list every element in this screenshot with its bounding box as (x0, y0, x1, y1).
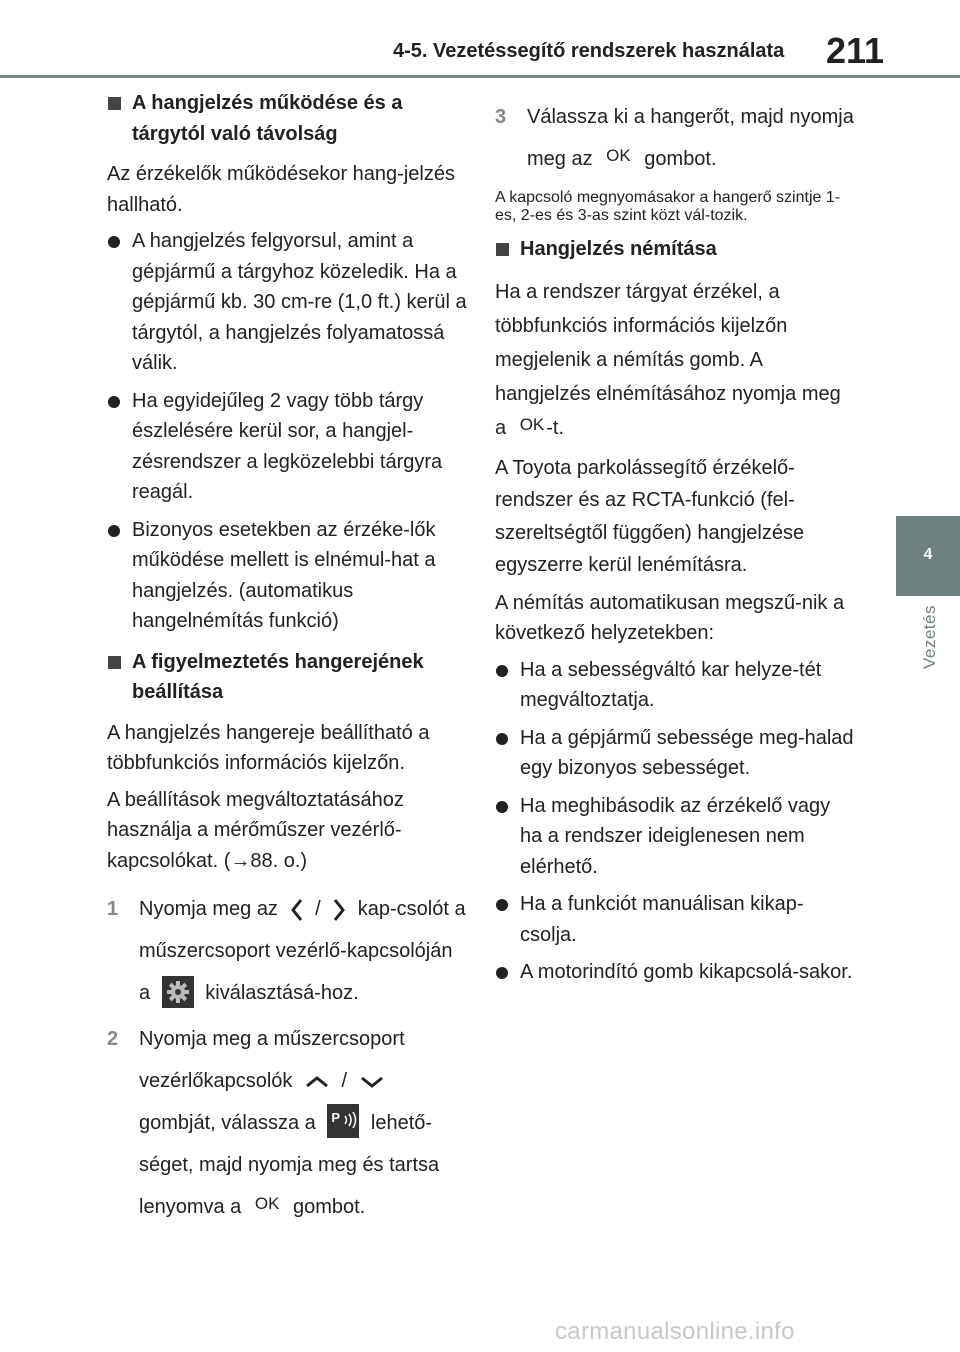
step-text: lehető-séget, majd nyomja meg és tartsa lenyomva a (139, 1112, 440, 1218)
chevron-right-icon (332, 897, 346, 923)
bullet-text: Ha a gépjármű sebessége meg-halad egy bizonyos sebességet. (520, 726, 854, 779)
right-column (495, 96, 855, 995)
heading-text: Hangjelzés némítása (520, 238, 717, 260)
step-1 (107, 888, 467, 1014)
paragraph: A Toyota parkolássegítő érzékelő-rendszer és az RCTA-funkció (fel-szereltségtől függően) hangjelzése egyszerre kerül lenémításra. (495, 456, 805, 576)
bullet-dot-icon (108, 525, 120, 537)
chevron-down-icon (359, 1075, 385, 1089)
chapter-label: Vezetés (920, 605, 939, 669)
step-number: 2 (107, 1028, 119, 1050)
bullet-dot-icon (496, 967, 508, 979)
bullet-dot-icon (496, 733, 508, 745)
paragraph: A beállítások megváltoztatásához használja a mérőműszer vezérlő-kapcsolókat. (→88. o.) (107, 788, 404, 872)
ok-button-icon: OK (606, 146, 631, 165)
bullet-dot-icon (496, 899, 508, 911)
watermark: carmanualsonline.info (555, 1318, 795, 1345)
step-3 (495, 96, 855, 181)
paragraph-text: -t. (546, 416, 565, 439)
step-number: 1 (107, 898, 119, 920)
slash-text: / (315, 898, 321, 920)
parking-sensor-icon-text: P (331, 1109, 340, 1125)
paragraph (495, 275, 855, 446)
step-text: gombot. (292, 1196, 366, 1218)
header-divider (0, 75, 960, 78)
bullet-dot-icon (496, 665, 508, 677)
ok-button-icon: OK (254, 1194, 280, 1213)
step-text: kiválasztásá-hoz. (205, 982, 359, 1004)
step-text: gombját, válassza a (139, 1112, 316, 1134)
section-heading (107, 647, 467, 708)
bullet-item (107, 386, 467, 508)
bullet-item (495, 723, 855, 784)
chapter-number: 4 (923, 546, 933, 563)
square-bullet-icon (108, 97, 121, 110)
slash-text: / (341, 1070, 348, 1092)
paragraph: A hangjelzés hangereje beállítható a többfunkciós információs kijelzőn. (107, 721, 430, 774)
bullet-item (107, 226, 467, 379)
section-heading (107, 88, 467, 149)
paragraph-text: Ha a rendszer tárgyat érzékel, a többfunkciós információs kijelzőn megjelenik a némítás gomb. A hangjelzés elnémításához nyomja meg a (495, 280, 841, 439)
square-bullet-icon (496, 243, 509, 256)
step-text: Nyomja meg a műszercsoport vezérlőkapcsolók (139, 1028, 405, 1092)
bullet-dot-icon (496, 801, 508, 813)
left-column (107, 88, 467, 1233)
chevron-left-icon (290, 897, 304, 923)
bullet-item (495, 655, 855, 716)
heading-text: A hangjelzés működése és a tárgytól való távolság (132, 92, 403, 145)
paragraph: Az érzékelők működésekor hang-jelzés hallható. (107, 163, 455, 216)
step-text: gombot. (644, 148, 717, 170)
bullet-text: A hangjelzés felgyorsul, amint a gépjármű a tárgyhoz közeledik. Ha a gépjármű kb. 30 cm-re (1,0 ft.) kerül a tárgytól, a hangjelzés folyamatossá válik. (132, 230, 467, 374)
step-number: 3 (495, 106, 507, 128)
chevron-up-icon (304, 1075, 330, 1089)
bullet-dot-icon (108, 396, 120, 408)
bullet-text: Bizonyos esetekben az érzéke-lők működése mellett is elnémul-hat a hangjelzés. (automatikus hangelnémítás funkció) (132, 518, 436, 632)
heading-text: A figyelmeztetés hangerejének beállítása (132, 650, 424, 703)
square-bullet-icon (108, 656, 121, 669)
bullet-text: Ha a sebességváltó kar helyze-tét megváltoztatja. (520, 658, 822, 711)
settings-gear-icon (162, 976, 194, 1008)
bullet-text: Ha egyidejűleg 2 vagy több tárgy észlelésére kerül sor, a hangjel-zésrendszer a legközelebbi tárgyra reagál. (132, 389, 443, 503)
parking-sensor-icon (327, 1104, 359, 1138)
bullet-text: Ha meghibásodik az érzékelő vagy ha a rendszer ideiglenesen nem elérhető. (520, 794, 831, 878)
step-2 (107, 1018, 467, 1229)
bullet-item (495, 957, 855, 988)
bullet-text: A motorindító gomb kikapcsolá-sakor. (520, 961, 853, 983)
ok-button-icon: OK (519, 414, 545, 434)
note-text: A kapcsoló megnyomásakor a hangerő szintje 1-es, 2-es és 3-as szint közt vál-tozik. (495, 189, 841, 224)
step-text: Válassza ki a hangerőt, majd nyomja meg az (527, 106, 854, 170)
paragraph: A némítás automatikusan megszű-nik a következő helyzetekben: (495, 591, 845, 644)
step-text: Nyomja meg az (139, 898, 278, 920)
page-number: 211 (826, 30, 885, 71)
section-title: 4-5. Vezetéssegítő rendszerek használata (393, 40, 785, 62)
bullet-item (495, 791, 855, 883)
bullet-text: Ha a funkciót manuálisan kikap-csolja. (520, 893, 804, 946)
bullet-item (495, 889, 855, 950)
bullet-item (107, 515, 467, 637)
bullet-dot-icon (108, 236, 120, 248)
section-heading (495, 234, 855, 265)
chapter-tab (896, 516, 960, 596)
step-text: kap-csolót a műszercsoport vezérlő-kapcsolóján a (139, 898, 466, 1004)
